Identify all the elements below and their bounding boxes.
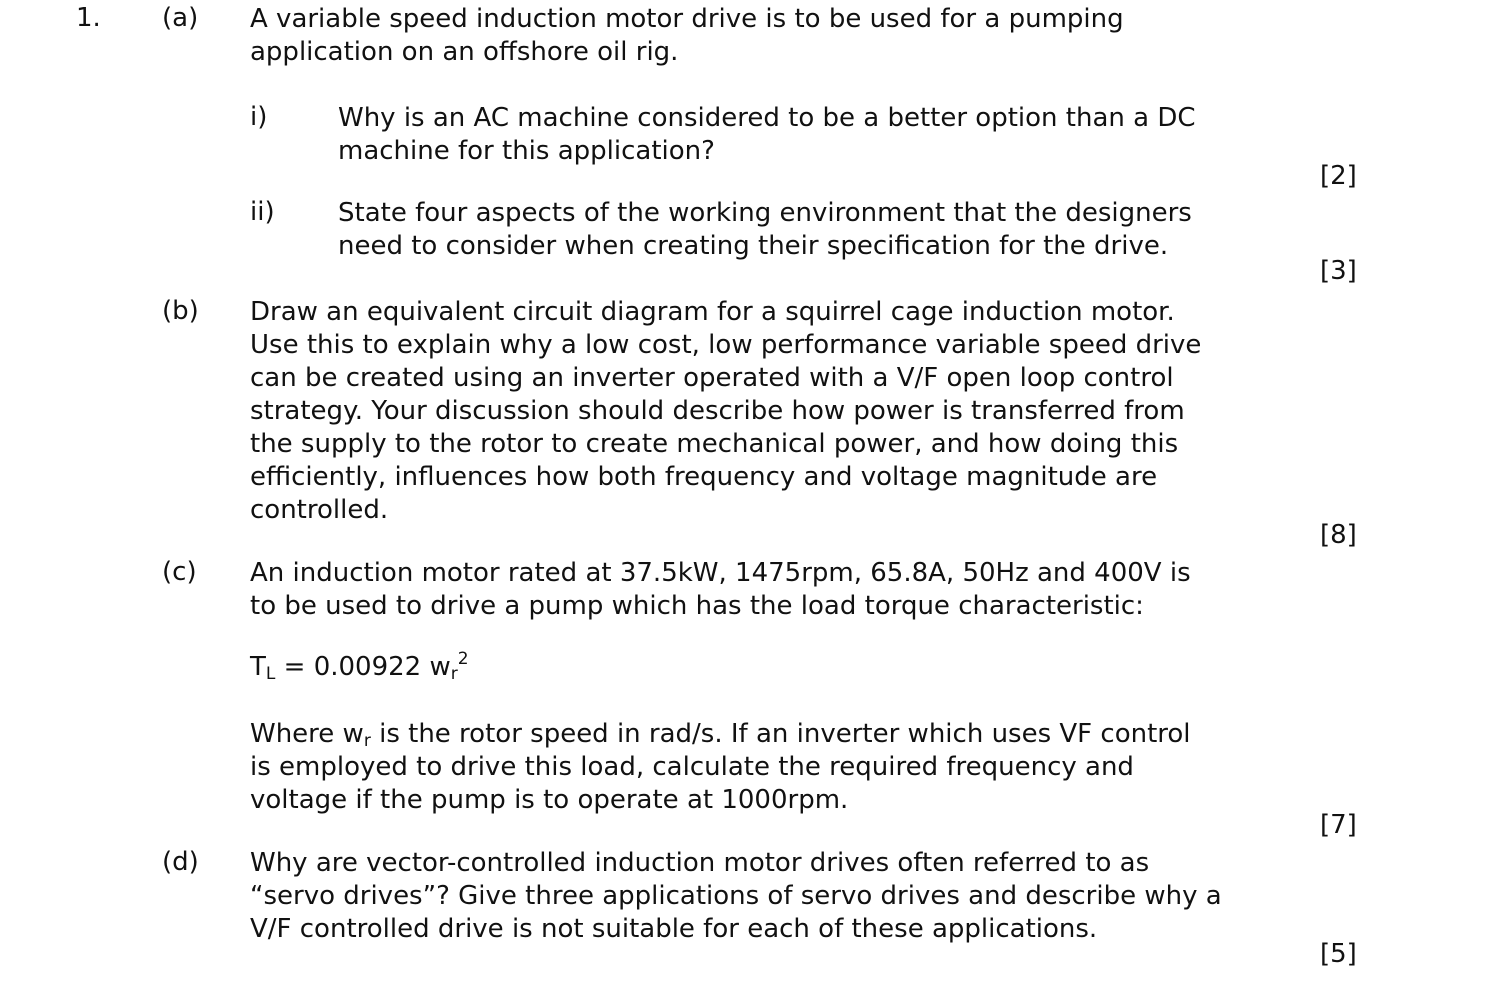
part-b-line: strategy. Your discussion should describe how power is transferred from	[250, 396, 1185, 426]
part-c-line: An induction motor rated at 37.5kW, 1475rpm, 65.8A, 50Hz and 400V is	[250, 558, 1191, 588]
part-d-marks: [5]	[1320, 939, 1357, 969]
part-b-marks: [8]	[1320, 520, 1357, 550]
part-b-line: efficiently, influences how both frequency and voltage magnitude are	[250, 462, 1158, 492]
part-a-ii-marks: [3]	[1320, 256, 1357, 286]
part-a-ii-text	[338, 197, 1192, 263]
part-c-text	[250, 557, 1191, 623]
question-number: 1.	[76, 3, 101, 33]
part-b-line: Draw an equivalent circuit diagram for a squirrel cage induction motor.	[250, 297, 1175, 327]
part-c-where-line	[250, 718, 1191, 751]
part-b-line: the supply to the rotor to create mechanical power, and how doing this	[250, 429, 1179, 459]
part-d-line: Why are vector-controlled induction motor drives often referred to as	[250, 848, 1150, 878]
part-a-i-label: i)	[250, 102, 268, 132]
part-a-i-text	[338, 102, 1196, 168]
part-b-label: (b)	[162, 296, 199, 326]
equation-lhs: T	[250, 652, 266, 682]
part-c-where-text	[250, 718, 1191, 817]
part-b-line: Use this to explain why a low cost, low performance variable speed drive	[250, 330, 1202, 360]
part-a-ii-label: ii)	[250, 197, 275, 227]
part-c-marks: [7]	[1320, 810, 1357, 840]
equation-rhs: = 0.00922 w	[275, 652, 451, 682]
where-subscript: r	[363, 731, 371, 751]
part-d-label: (d)	[162, 847, 199, 877]
part-a-i-line: Why is an AC machine considered to be a better option than a DC	[338, 103, 1196, 133]
part-a-ii-line: State four aspects of the working environment that the designers	[338, 198, 1192, 228]
part-c-label: (c)	[162, 557, 197, 587]
where-prefix: Where w	[250, 719, 364, 749]
part-a-intro-line: application on an offshore oil rig.	[250, 37, 679, 67]
part-b-line: controlled.	[250, 495, 389, 525]
part-a-intro-line: A variable speed induction motor drive is to be used for a pumping	[250, 4, 1124, 34]
part-a-i-line: machine for this application?	[338, 136, 715, 166]
equation-lhs-subscript: L	[265, 664, 276, 684]
part-a-label: (a)	[162, 3, 199, 33]
part-d-line: V/F controlled drive is not suitable for each of these applications.	[250, 914, 1098, 944]
equation-rhs-subscript: r	[450, 664, 458, 684]
part-b-text	[250, 296, 1201, 527]
part-a-intro	[250, 3, 1124, 69]
part-b-line: can be created using an inverter operated with a V/F open loop control	[250, 363, 1174, 393]
part-c-where-line: is employed to drive this load, calculate the required frequency and	[250, 752, 1134, 782]
part-d-line: “servo drives”? Give three applications of servo drives and describe why a	[250, 881, 1222, 911]
part-d-text	[250, 847, 1222, 946]
part-a-i-marks: [2]	[1320, 161, 1357, 191]
equation-rhs-exponent: 2	[457, 649, 469, 669]
part-c-where-line: voltage if the pump is to operate at 1000rpm.	[250, 785, 849, 815]
part-c-line: to be used to drive a pump which has the load torque characteristic:	[250, 591, 1144, 621]
where-suffix: is the rotor speed in rad/s. If an inverter which uses VF control	[370, 719, 1191, 749]
part-a-ii-line: need to consider when creating their specification for the drive.	[338, 231, 1169, 261]
load-torque-equation	[250, 649, 469, 684]
